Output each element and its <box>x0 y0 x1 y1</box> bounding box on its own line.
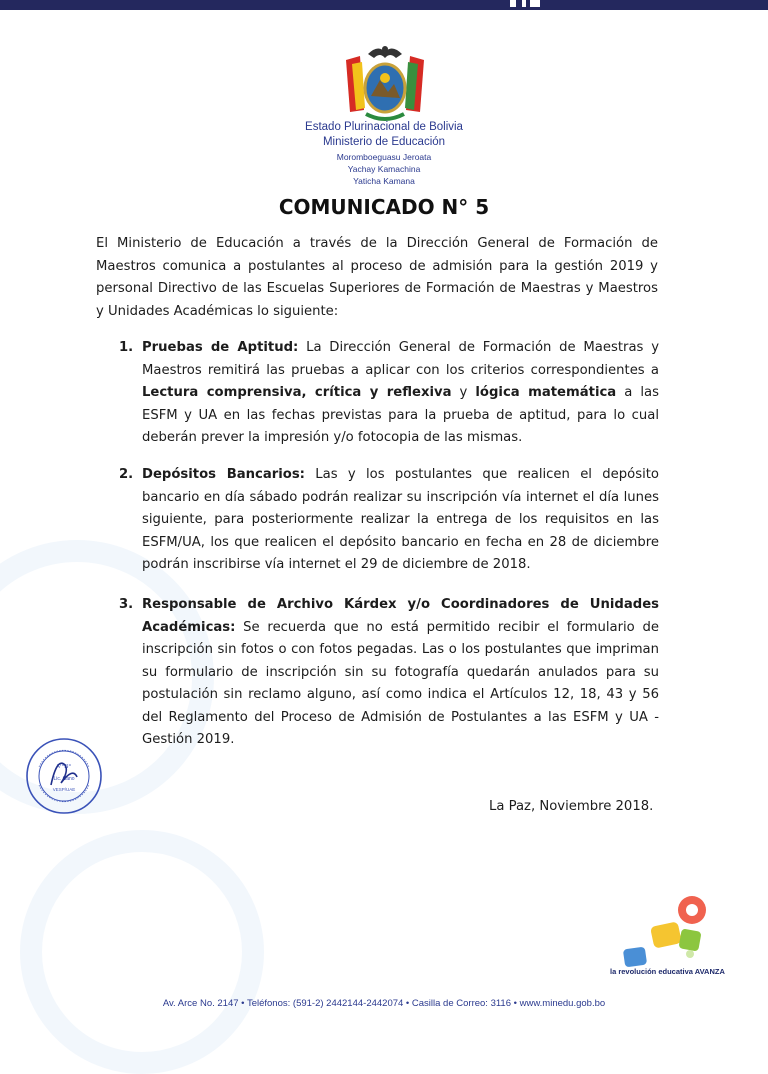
top-bar-notch <box>522 0 526 7</box>
place-date: La Paz, Noviembre 2018. <box>489 799 654 814</box>
top-bar <box>0 0 768 10</box>
footer-contact: Av. Arce No. 2147 • Teléfonos: (591-2) 2442144-2442074 • Casilla de Correo: 3116 • www.minedu.gob.bo <box>162 998 606 1009</box>
background-watermark <box>20 830 264 1074</box>
intro-paragraph: El Ministerio de Educación a través de la Dirección General de Formación de Maestros comunica a postulantes al proceso de admisión para la gestión 2019 y personal Directivo de las Escuelas Superiores de Formación de Maestras y Maestros y Unidades Académicas lo siguiente: <box>96 236 658 319</box>
top-bar-notch <box>530 0 540 7</box>
slogan: la revolución educativa AVANZA <box>610 967 725 976</box>
state-name: Estado Plurinacional de Bolivia <box>305 121 463 133</box>
ministry-name-quechua: Yachay Kamachina <box>347 164 421 174</box>
item-number: 2. <box>119 467 134 482</box>
list-item-bank-deposits <box>119 464 659 577</box>
list-item-aptitude-tests <box>119 337 659 450</box>
item-heading: Responsable de Archivo Kárdex y/o Coordinadores de Unidades Académicas: <box>142 597 659 635</box>
stamp-signer: Lic. Cano <box>53 776 75 782</box>
document-title: COMUNICADO N° 5 <box>278 195 490 219</box>
item-heading: Depósitos Bancarios: <box>142 467 305 482</box>
official-stamp-icon <box>25 737 103 815</box>
item-text: La Dirección General de Formación de Maestras y Maestros remitirá las pruebas a aplicar con los criterios correspondientes a <box>142 340 659 378</box>
top-bar-notch <box>510 0 516 7</box>
bolivia-coat-of-arms-icon <box>338 40 432 124</box>
item-number: 3. <box>119 597 134 612</box>
ministry-name: Ministerio de Educación <box>322 136 446 148</box>
list-item-kardex-responsible <box>119 594 659 752</box>
ministry-name-aymara: Yaticha Kamana <box>353 176 415 186</box>
ministry-name-guarani: Moromboeguasu Jeroata <box>336 152 432 162</box>
item-text: y <box>451 385 476 400</box>
item-text: Las y los postulantes que realicen el depósito bancario en día sábado podrán realizar su inscripción vía internet el día lunes siguiente, para posteriormente realizar la entrega de los requisitos en las ESFM/UA, los que realicen el depósito bancario en fecha en 28 de diciembre podrán inscribirse vía internet el 29 de diciembre de 2018. <box>142 467 659 572</box>
item-emphasis: Lectura comprensiva, crítica y reflexiva <box>142 385 452 400</box>
item-text: a las ESFM y UA en las fechas previstas para la prueba de aptitud, para lo cual deberán prever la impresión y/o fotocopia de las mismas. <box>142 385 659 445</box>
stamp-office: VESP/UAE <box>52 787 76 792</box>
item-emphasis: lógica matemática <box>475 385 617 400</box>
stamp-vobo: V°B° <box>56 763 72 770</box>
item-number: 1. <box>119 340 134 355</box>
item-heading: Pruebas de Aptitud: <box>142 340 299 355</box>
item-text: Se recuerda que no está permitido recibir el formulario de inscripción sin fotos o con fotos pegadas. Las o los postulantes que impriman su formulario de inscripción sin su fotografía quedarán anulados para su postulación sin reclamo alguno, así como indica el Artículos 12, 18, 43 y 56 del Reglamento del Proceso de Admisión de Postulantes a las ESFM y UA - Gestión 2019. <box>142 619 659 747</box>
